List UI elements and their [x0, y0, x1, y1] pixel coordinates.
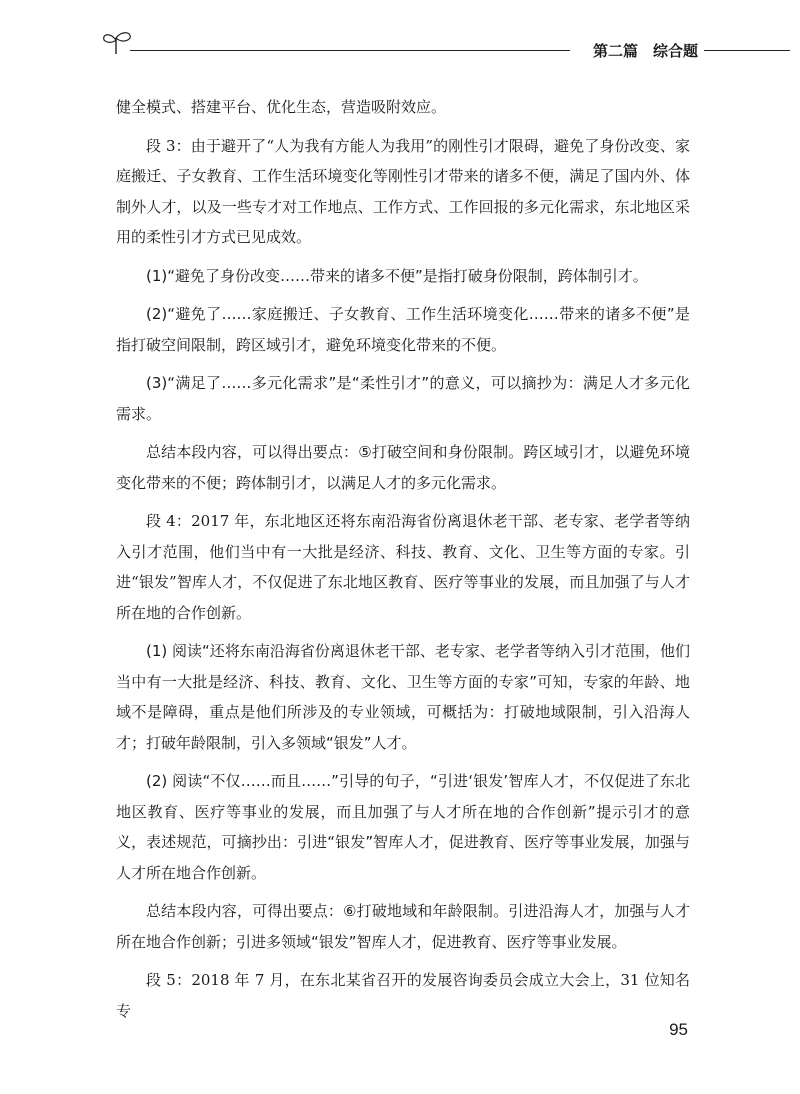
- passage-text: 段 4：2017 年，东北地区还将东南沿海省份离退休老干部、老专家、老学者等纳入引才范围，他们当中有一大批是经济、科技、教育、文化、卫生等方面的专家。引进“银发”智库人才，不仅促进了东北地区教育、医疗等事业的发展，而且加强了与人才所在地的合作创新。: [116, 512, 690, 622]
- analysis-paragraph: (1)“避免了身份改变……带来的诸多不便”是指打破身份限制，跨体制引才。: [146, 266, 648, 285]
- analysis-paragraph: (2)“避免了……家庭搬迁、子女教育、工作生活环境变化……带来的诸多不便”是指打破空间限制，跨区域引才，避免环境变化带来的不便。: [116, 305, 690, 354]
- summary-paragraph: 总结本段内容，可以得出要点：⑤打破空间和身份限制。跨区域引才，以避免环境变化带来的不便；跨体制引才，以满足人才的多元化需求。: [116, 443, 690, 492]
- quoted-passage: 段 5：2018 年 7 月，在东北某省召开的发展咨询委员会成立大会上，31 位知名专: [116, 971, 690, 1020]
- analysis-paragraph: (1) 阅读“还将东南沿海省份离退休老干部、老专家、老学者等纳入引才范围，他们当中有一大批是经济、科技、教育、文化、卫生等方面的专家”可知，专家的年龄、地域不是障碍，重点是他们所涉及的专业领域，可概括为：打破地域限制，引入沿海人才；打破年龄限制，引入多领域“银发”人才。: [116, 642, 690, 752]
- page-number: 95: [669, 1020, 688, 1039]
- analysis-paragraph: (2) 阅读“不仅……而且……”引导的句子，“引进‘银发’智库人才，不仅促进了东北地区教育、医疗等事业的发展，而且加强了与人才所在地的合作创新”提示引才的意义，表述规范，可摘抄出：引进“银发”智库人才，促进教育、医疗等事业发展，加强与人才所在地合作创新。: [116, 772, 690, 882]
- quoted-passage: [116, 131, 690, 253]
- page-body: [116, 92, 690, 1026]
- analysis-paragraph: (3)“满足了……多元化需求”是“柔性引才”的意义，可以摘抄为：满足人才多元化需求。: [116, 374, 690, 423]
- header-rule: [698, 50, 790, 51]
- summary-paragraph: 总结本段内容，可得出要点：⑥打破地域和年龄限制。引进沿海人才，加强与人才所在地合作创新；引进多领域“银发”智库人才，促进教育、医疗等事业发展。: [116, 902, 690, 951]
- sprout-icon: [100, 30, 134, 56]
- page-header: [100, 30, 698, 60]
- quoted-passage: [116, 506, 690, 628]
- section-title: 第二篇 综合题: [570, 40, 704, 61]
- paragraph: 健全模式、搭建平台、优化生态，营造吸附效应。: [116, 98, 447, 116]
- passage-text: 段 3：由于避开了“人为我有方能人为我用”的刚性引才限碍，避免了身份改变、家庭搬迁、子女教育、工作生活环境变化等刚性引才带来的诸多不便，满足了国内外、体制外人才，以及一些专才对工作地点、工作方式、工作回报的多元化需求，东北地区采用的柔性引才方式已见成效。: [116, 136, 690, 246]
